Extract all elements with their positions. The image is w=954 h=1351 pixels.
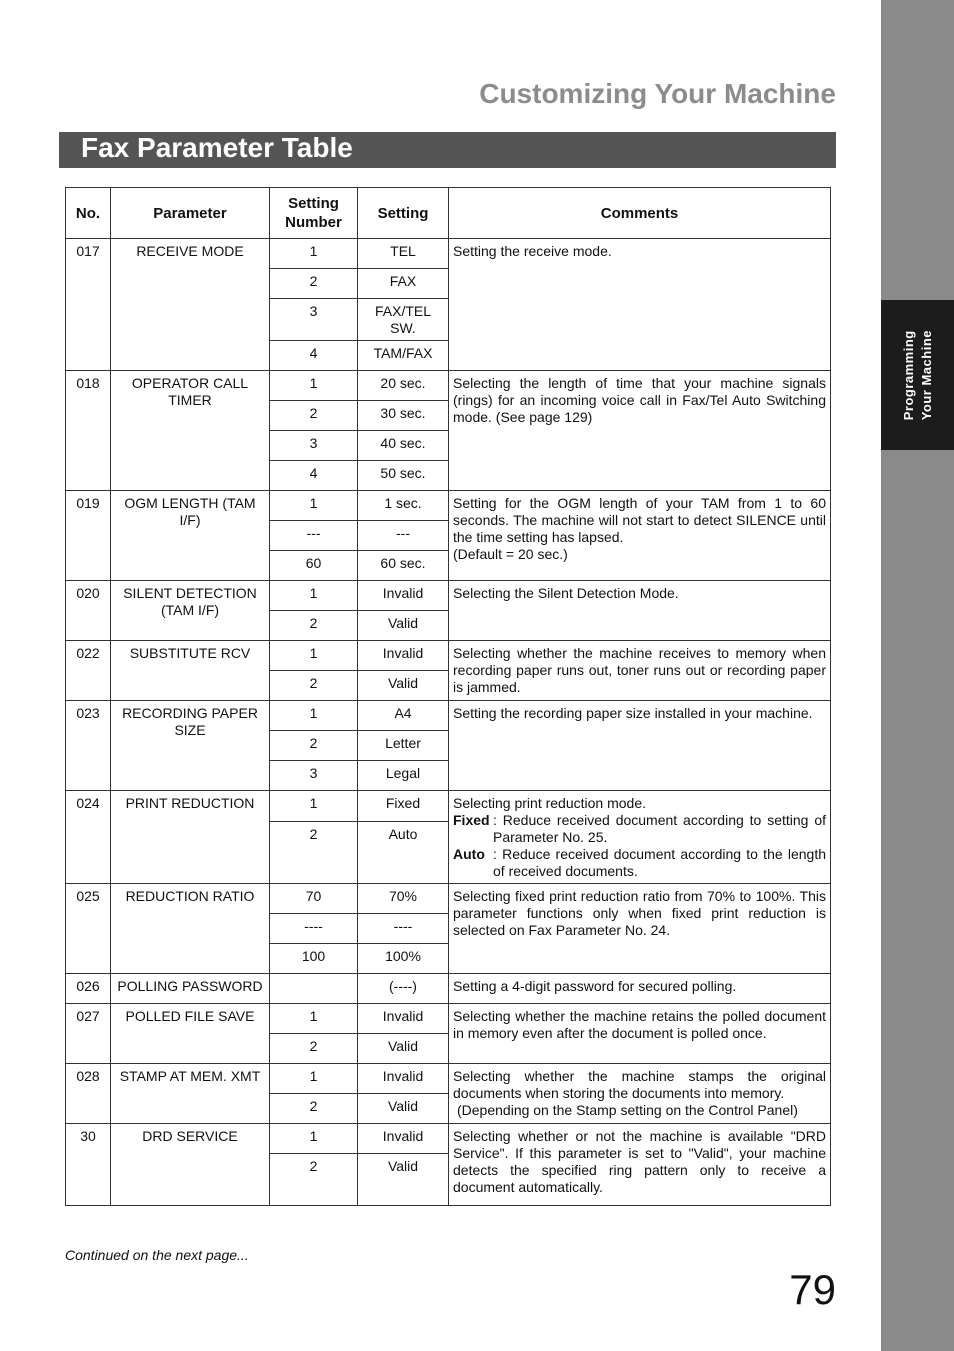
param-no: 017 bbox=[66, 239, 111, 371]
setting-number: 1 bbox=[270, 641, 358, 671]
param-comment bbox=[449, 791, 831, 884]
auto-term: Auto bbox=[453, 846, 485, 862]
continued-note: Continued on the next page... bbox=[65, 1247, 249, 1263]
title-banner bbox=[59, 132, 836, 168]
table-row bbox=[66, 791, 831, 822]
param-name: OGM LENGTH (TAM I/F) bbox=[111, 491, 270, 581]
auto-definition bbox=[453, 846, 826, 880]
param-comment: Selecting the Silent Detection Mode. bbox=[449, 581, 831, 641]
setting-value: ---- bbox=[358, 914, 449, 944]
setting-number: 60 bbox=[270, 551, 358, 581]
setting-number: 1 bbox=[270, 581, 358, 611]
header-parameter: Parameter bbox=[111, 188, 270, 239]
setting-value: TAM/FAX bbox=[358, 341, 449, 371]
param-comment: Setting the recording paper size installed in your machine. bbox=[449, 701, 831, 791]
param-name: OPERATOR CALL TIMER bbox=[111, 371, 270, 491]
setting-value: Legal bbox=[358, 761, 449, 791]
setting-number: 2 bbox=[270, 731, 358, 761]
setting-number: 2 bbox=[270, 1034, 358, 1064]
param-name: SILENT DETECTION (TAM I/F) bbox=[111, 581, 270, 641]
param-comment bbox=[449, 491, 831, 581]
param-no: 025 bbox=[66, 884, 111, 974]
setting-number: 2 bbox=[270, 1154, 358, 1206]
setting-value: Invalid bbox=[358, 1004, 449, 1034]
param-comment: Selecting whether the machine receives to memory when recording paper runs out, toner runs out or recording paper is jammed. bbox=[449, 641, 831, 701]
setting-number: 1 bbox=[270, 1124, 358, 1154]
param-name: PRINT REDUCTION bbox=[111, 791, 270, 884]
comment-text: Setting for the OGM length of your TAM from 1 to 60 seconds. The machine will not start to detect SILENCE until the time setting has lapsed. bbox=[453, 495, 826, 545]
chapter-tab bbox=[881, 300, 954, 450]
setting-value: 40 sec. bbox=[358, 431, 449, 461]
setting-number: 1 bbox=[270, 491, 358, 521]
param-comment: Selecting whether the machine retains the polled document in memory even after the document is polled once. bbox=[449, 1004, 831, 1064]
setting-value: TEL bbox=[358, 239, 449, 269]
setting-number: 4 bbox=[270, 461, 358, 491]
header-setting: Setting bbox=[358, 188, 449, 239]
param-no: 023 bbox=[66, 701, 111, 791]
param-no: 020 bbox=[66, 581, 111, 641]
setting-number: 3 bbox=[270, 761, 358, 791]
setting-number: 2 bbox=[270, 611, 358, 641]
setting-value: 70% bbox=[358, 884, 449, 914]
setting-number: 2 bbox=[270, 269, 358, 299]
param-name: POLLING PASSWORD bbox=[111, 974, 270, 1004]
chapter-tab-line2: Your Machine bbox=[918, 329, 934, 421]
header-no: No. bbox=[66, 188, 111, 239]
setting-value: --- bbox=[358, 521, 449, 551]
param-no: 026 bbox=[66, 974, 111, 1004]
table-row bbox=[66, 1064, 831, 1094]
setting-value: 100% bbox=[358, 944, 449, 974]
setting-value: 30 sec. bbox=[358, 401, 449, 431]
table-row bbox=[66, 701, 831, 731]
setting-number: 1 bbox=[270, 1004, 358, 1034]
chapter-tab-line1: Programming bbox=[900, 330, 916, 421]
setting-number: 1 bbox=[270, 239, 358, 269]
setting-value: FAX bbox=[358, 269, 449, 299]
chapter-tab-label bbox=[900, 330, 936, 420]
setting-value: Auto bbox=[358, 822, 449, 884]
table-row bbox=[66, 581, 831, 611]
table-row bbox=[66, 641, 831, 671]
param-comment: Setting a 4-digit password for secured polling. bbox=[449, 974, 831, 1004]
param-comment: Selecting the length of time that your machine signals (rings) for an incoming voice call in Fax/Tel Auto Switching mode. (See page 129) bbox=[449, 371, 831, 491]
setting-value: Invalid bbox=[358, 581, 449, 611]
table-row bbox=[66, 491, 831, 521]
setting-value: Valid bbox=[358, 1094, 449, 1124]
param-comment: Setting the receive mode. bbox=[449, 239, 831, 371]
param-comment: Selecting whether or not the machine is available "DRD Service". If this parameter is set to "Valid", your machine detects the specified ring pattern only to receive a document automatically. bbox=[449, 1124, 831, 1206]
setting-value: Valid bbox=[358, 1034, 449, 1064]
setting-value: (----) bbox=[358, 974, 449, 1004]
fax-parameter-table bbox=[65, 187, 831, 1206]
setting-number: 2 bbox=[270, 671, 358, 701]
header-comments: Comments bbox=[449, 188, 831, 239]
table-row bbox=[66, 1004, 831, 1034]
param-name: RECEIVE MODE bbox=[111, 239, 270, 371]
section-title: Customizing Your Machine bbox=[479, 78, 836, 109]
fixed-description: : Reduce received document according to setting of Parameter No. 25. bbox=[493, 812, 826, 845]
comment-text: Selecting print reduction mode. bbox=[453, 795, 646, 811]
setting-value: Valid bbox=[358, 1154, 449, 1206]
page-number: 79 bbox=[789, 1266, 836, 1313]
table-row bbox=[66, 884, 831, 914]
setting-value: Invalid bbox=[358, 1124, 449, 1154]
setting-value: 60 sec. bbox=[358, 551, 449, 581]
setting-number: 1 bbox=[270, 1064, 358, 1094]
setting-value: FAX/TEL SW. bbox=[358, 299, 449, 341]
setting-number: 100 bbox=[270, 944, 358, 974]
param-comment: Selecting fixed print reduction ratio from 70% to 100%. This parameter functions only when fixed print reduction is selected on Fax Parameter No. 24. bbox=[449, 884, 831, 974]
setting-value: Fixed bbox=[358, 791, 449, 822]
setting-number: 2 bbox=[270, 1094, 358, 1124]
setting-number: 1 bbox=[270, 371, 358, 401]
param-no: 024 bbox=[66, 791, 111, 884]
setting-number: 1 bbox=[270, 791, 358, 822]
param-no: 022 bbox=[66, 641, 111, 701]
setting-number: 4 bbox=[270, 341, 358, 371]
fixed-term: Fixed bbox=[453, 812, 490, 828]
setting-number: 2 bbox=[270, 822, 358, 884]
fixed-definition bbox=[453, 812, 826, 846]
param-name: STAMP AT MEM. XMT bbox=[111, 1064, 270, 1124]
table-header-row bbox=[66, 188, 831, 239]
param-name: RECORDING PAPER SIZE bbox=[111, 701, 270, 791]
setting-value: Valid bbox=[358, 671, 449, 701]
setting-value: 50 sec. bbox=[358, 461, 449, 491]
comment-text: Selecting whether the machine stamps the original documents when storing the documents into memory. bbox=[453, 1068, 826, 1101]
setting-number bbox=[270, 974, 358, 1004]
param-name: POLLED FILE SAVE bbox=[111, 1004, 270, 1064]
setting-number: --- bbox=[270, 521, 358, 551]
setting-value: Invalid bbox=[358, 1064, 449, 1094]
param-name: SUBSTITUTE RCV bbox=[111, 641, 270, 701]
table-row bbox=[66, 371, 831, 401]
setting-value: A4 bbox=[358, 701, 449, 731]
param-name: REDUCTION RATIO bbox=[111, 884, 270, 974]
setting-value: Valid bbox=[358, 611, 449, 641]
setting-number: 2 bbox=[270, 401, 358, 431]
header-setting-number: Setting Number bbox=[270, 188, 358, 239]
setting-value: 1 sec. bbox=[358, 491, 449, 521]
param-no: 027 bbox=[66, 1004, 111, 1064]
auto-description: : Reduce received document according to the length of received documents. bbox=[493, 846, 826, 879]
comment-default: (Default = 20 sec.) bbox=[453, 546, 568, 562]
side-bar bbox=[881, 0, 954, 1351]
param-name: DRD SERVICE bbox=[111, 1124, 270, 1206]
setting-number: 70 bbox=[270, 884, 358, 914]
setting-value: Letter bbox=[358, 731, 449, 761]
param-no: 30 bbox=[66, 1124, 111, 1206]
table-row bbox=[66, 239, 831, 269]
setting-number: ---- bbox=[270, 914, 358, 944]
setting-value: Invalid bbox=[358, 641, 449, 671]
setting-number: 3 bbox=[270, 431, 358, 461]
param-no: 019 bbox=[66, 491, 111, 581]
setting-number: 1 bbox=[270, 701, 358, 731]
param-comment bbox=[449, 1064, 831, 1124]
setting-value: 20 sec. bbox=[358, 371, 449, 401]
table-row bbox=[66, 1124, 831, 1154]
page-title: Fax Parameter Table bbox=[81, 132, 353, 163]
param-no: 018 bbox=[66, 371, 111, 491]
param-no: 028 bbox=[66, 1064, 111, 1124]
setting-number: 3 bbox=[270, 299, 358, 341]
table-row bbox=[66, 974, 831, 1004]
comment-note: (Depending on the Stamp setting on the Control Panel) bbox=[457, 1102, 798, 1118]
